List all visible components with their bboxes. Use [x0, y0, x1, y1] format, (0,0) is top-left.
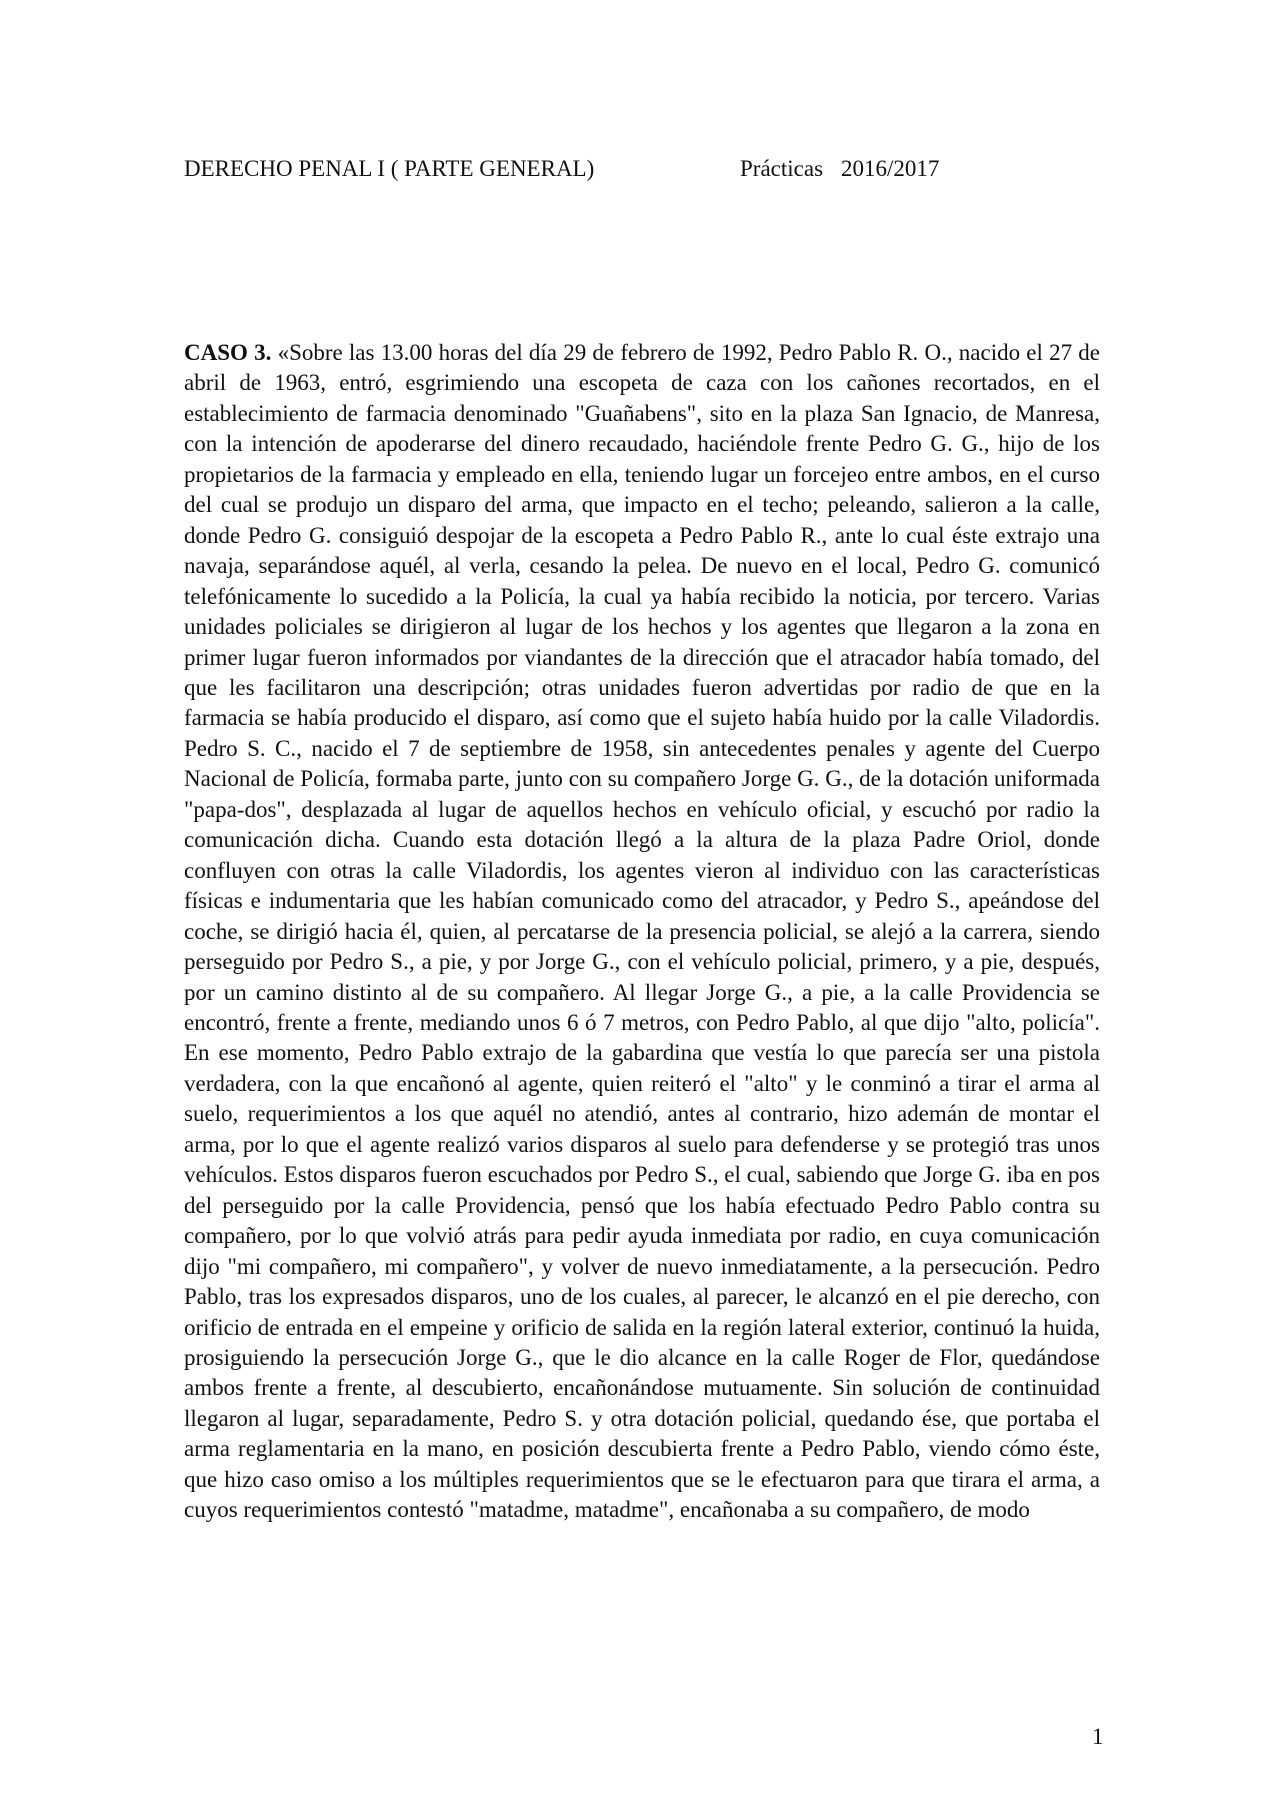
- course-title: DERECHO PENAL I ( PARTE GENERAL): [184, 156, 595, 181]
- page-header: [184, 154, 940, 184]
- practicas-label: Prácticas: [740, 156, 824, 181]
- case-text: «Sobre las 13.00 horas del día 29 de febrero de 1992, Pedro Pablo R. O., nacido el 27 de abril de 1963, entró, esgrimiendo una escopeta de caza con los cañones recortados, en el establecimiento de farmacia denominado "Guañabens", sito en la plaza San Ignacio, de Manresa, con la intención de apoderarse del dinero recaudado, haciéndole frente Pedro G. G., hijo de los propietarios de la farmacia y empleado en ella, teniendo lugar un forcejeo entre ambos, en el curso del cual se produjo un disparo del arma, que impacto en el techo; peleando, salieron a la calle, donde Pedro G. consiguió despojar de la escopeta a Pedro Pablo R., ante lo cual éste extrajo una navaja, separándose aquél, al verla, cesando la pelea. De nuevo en el local, Pedro G. comunicó telefónicamente lo sucedido a la Policía, la cual ya había recibido la noticia, por tercero. Varias unidades policiales se dirigieron al lugar de los hechos y los agentes que llegaron a la zona en primer lugar fueron informados por viandantes de la dirección que el atracador había tomado, del que les facilitaron una descripción; otras unidades fueron advertidas por radio de que en la farmacia se había producido el disparo, así como que el sujeto había huido por la calle Viladordis. Pedro S. C., nacido el 7 de septiembre de 1958, sin antecedentes penales y agente del Cuerpo Nacional de Policía, formaba parte, junto con su compañero Jorge G. G., de la dotación uniformada "papa-dos", desplazada al lugar de aquellos hechos en vehículo oficial, y escuchó por radio la comunicación dicha. Cuando esta dotación llegó a la altura de la plaza Padre Oriol, donde confluyen con otras la calle Viladordis, los agentes vieron al individuo con las características físicas e indumentaria que les habían comunicado como del atracador, y Pedro S., apeándose del coche, se dirigió hacia él, quien, al percatarse de la presencia policial, se alejó a la carrera, siendo perseguido por Pedro S., a pie, y por Jorge G., con el vehículo policial, primero, y a pie, después, por un camino distinto al de su compañero. Al llegar Jorge G., a pie, a la calle Providencia se encontró, frente a frente, mediando unos 6 ó 7 metros, con Pedro Pablo, al que dijo "alto, policía". En ese momento, Pedro Pablo extrajo de la gabardina que vestía lo que parecía ser una pistola verdadera, con la que encañonó al agente, quien reiteró el "alto" y le conminó a tirar el arma al suelo, requerimientos a los que aquél no atendió, antes al contrario, hizo ademán de montar el arma, por lo que el agente realizó varios disparos al suelo para defenderse y se protegió tras unos vehículos. Estos disparos fueron escuchados por Pedro S., el cual, sabiendo que Jorge G. iba en pos del perseguido por la calle Providencia, pensó que los había efectuado Pedro Pablo contra su compañero, por lo que volvió atrás para pedir ayuda inmediata por radio, en cuya comunicación dijo "mi compañero, mi compañero", y volver de nuevo inmediatamente, a la persecución. Pedro Pablo, tras los expresados disparos, uno de los cuales, al parecer, le alcanzó en el pie derecho, con orificio de entrada en el empeine y orificio de salida en la región lateral exterior, continuó la huida, prosiguiendo la persecución Jorge G., que le dio alcance en la calle Roger de Flor, quedándose ambos frente a frente, al descubierto, encañonándose mutuamente. Sin solución de continuidad llegaron al lugar, separadamente, Pedro S. y otra dotación policial, quedando ése, que portaba el arma reglamentaria en la mano, en posición descubierta frente a Pedro Pablo, viendo cómo éste, que hizo caso omiso a los múltiples requerimientos que se le efectuaron para que tirara el arma, a cuyos requerimientos contestó "matadme, matadme", encañonaba a su compañero, de modo: [184, 340, 1101, 1523]
- practicas-label-group: [740, 154, 939, 184]
- page-number: 1: [1092, 1724, 1104, 1749]
- case-paragraph: [184, 338, 1100, 1526]
- academic-year: 2016/2017: [841, 156, 940, 181]
- case-label: CASO 3.: [184, 340, 272, 365]
